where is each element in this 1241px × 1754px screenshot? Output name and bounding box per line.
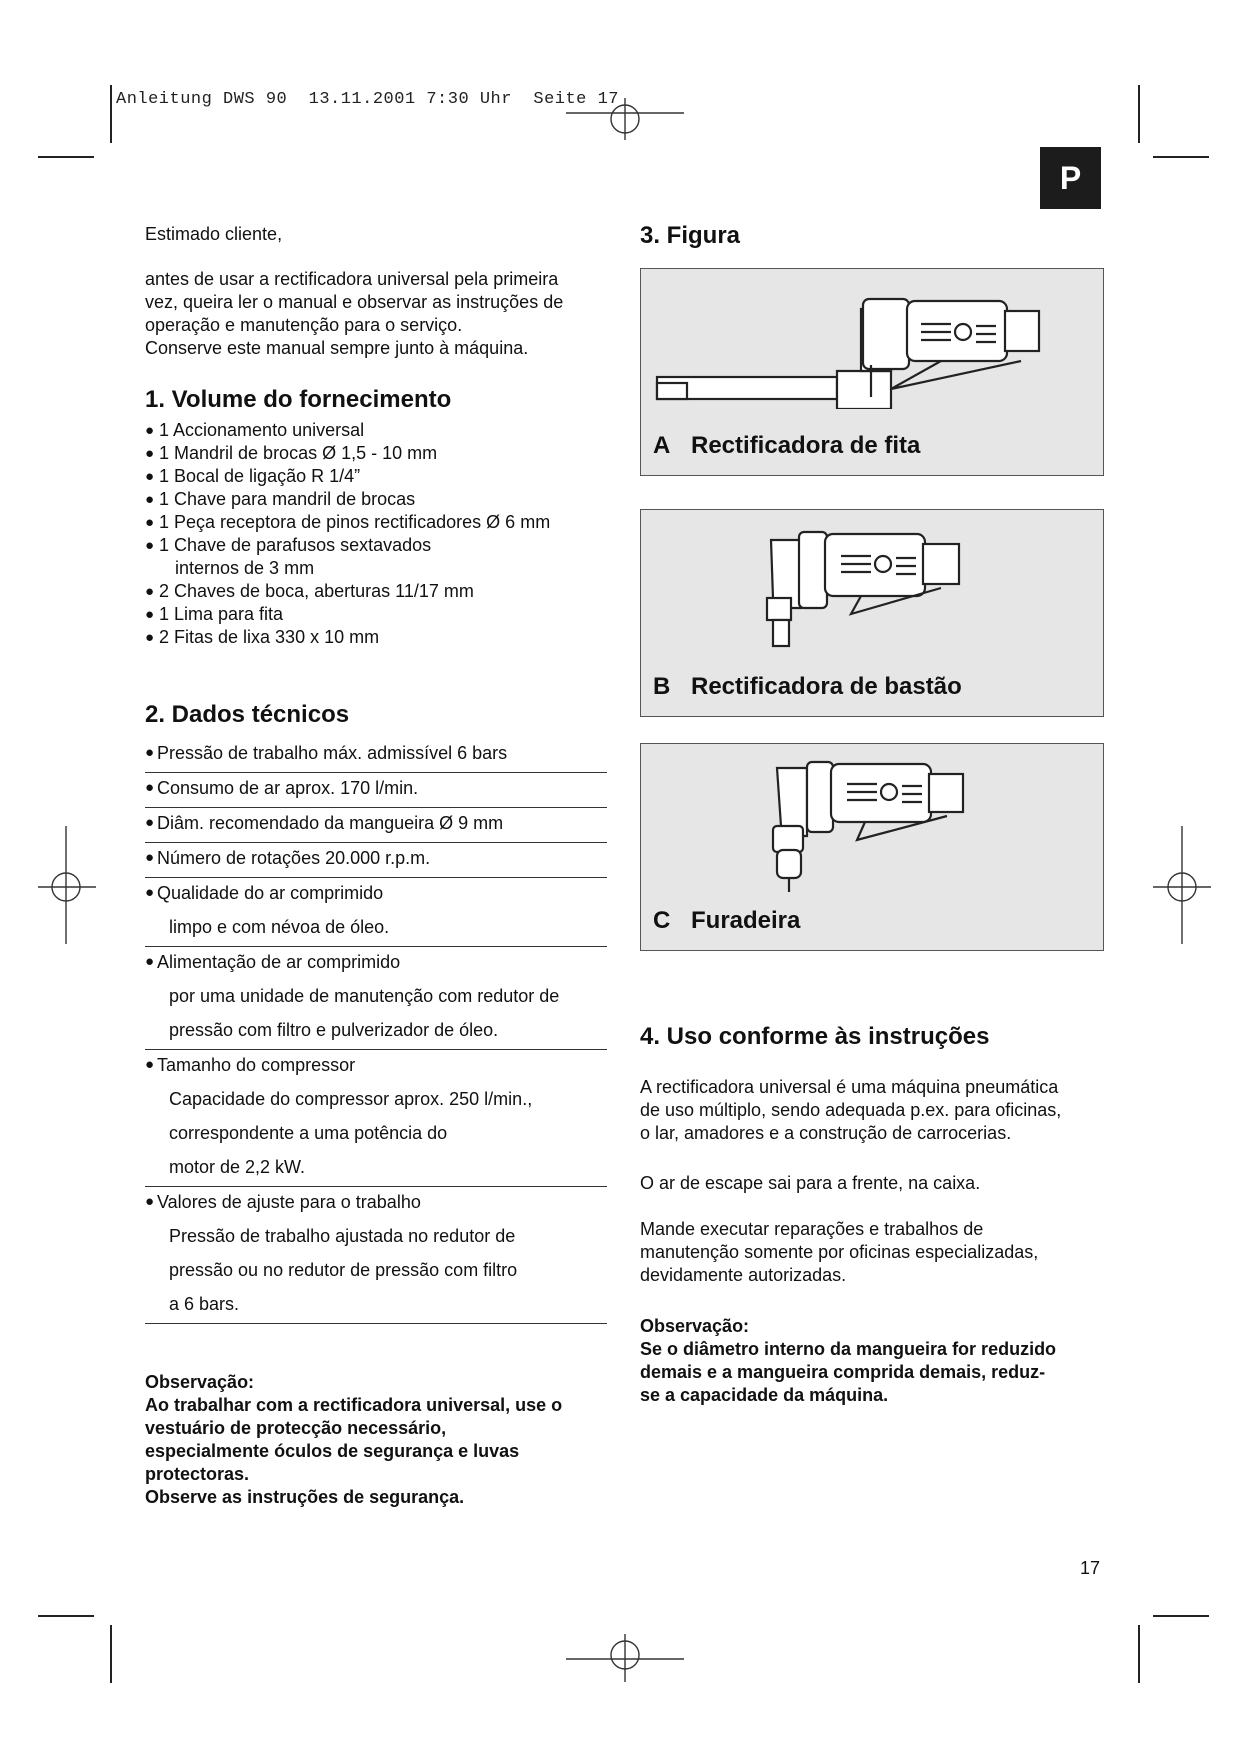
note-line: vestuário de protecção necessário,	[145, 1418, 447, 1438]
intro-paragraph	[145, 268, 615, 360]
note-line: Se o diâmetro interno da mangueira for reduzido	[640, 1339, 1057, 1359]
section3-title: 3. Figura	[640, 222, 741, 249]
print-header: Anleitung DWS 90 13.11.2001 7:30 Uhr Seite 17	[116, 90, 619, 109]
note-line: se a capacidade da máquina.	[640, 1385, 889, 1405]
belt-grinder-drawing	[641, 269, 1103, 409]
figure-c	[640, 743, 1104, 951]
tech-data-table	[145, 738, 607, 1324]
text-line: devidamente autorizadas.	[640, 1265, 847, 1285]
list-item: ● 1 Chave de parafusos sextavados	[145, 534, 615, 557]
table-cell: motor de 2,2 kW.	[169, 1157, 306, 1177]
hose-note	[640, 1315, 1110, 1407]
intro-line: operação e manutenção para o serviço.	[145, 315, 463, 335]
table-cell: Capacidade do compressor aprox. 250 l/min.,	[169, 1089, 533, 1109]
table-cell: ● Pressão de trabalho máx. admissível 6 bars	[145, 738, 607, 772]
figure-letter: A	[653, 432, 671, 459]
figure-b-caption	[653, 673, 962, 701]
figure-a-caption	[653, 432, 920, 460]
usage-paragraph-1	[640, 1076, 1110, 1145]
usage-paragraph-3	[640, 1218, 1110, 1287]
table-cell: ● Número de rotações 20.000 r.p.m.	[145, 843, 607, 877]
table-cell: ● Consumo de ar aprox. 170 l/min.	[145, 773, 607, 807]
table-row	[145, 1187, 607, 1324]
table-cell: pressão com filtro e pulverizador de óleo.	[169, 1020, 499, 1040]
text-line: manutenção somente por oficinas especializadas,	[640, 1242, 1039, 1262]
table-row	[145, 738, 607, 773]
list-item: ● 1 Lima para fita	[145, 603, 615, 626]
figure-caption: Rectificadora de bastão	[691, 673, 962, 700]
table-cell: ● Tamanho do compressor	[145, 1050, 607, 1084]
text-line: Mande executar reparações e trabalhos de	[640, 1219, 984, 1239]
safety-note	[145, 1371, 615, 1509]
list-item: ● 1 Chave para mandril de brocas	[145, 488, 615, 511]
page-number: 17	[1080, 1558, 1101, 1578]
language-badge: P	[1040, 147, 1101, 209]
note-line: demais e a mangueira comprida demais, reduz-	[640, 1362, 1046, 1382]
table-cell: a 6 bars.	[169, 1294, 240, 1314]
note-line: Observe as instruções de segurança.	[145, 1487, 465, 1507]
text-line: de uso múltiplo, sendo adequada p.ex. para oficinas,	[640, 1100, 1062, 1120]
table-cell: Pressão de trabalho ajustada no redutor de	[169, 1226, 516, 1246]
table-cell: correspondente a uma potência do	[169, 1123, 448, 1143]
table-cell: ● Alimentação de ar comprimido	[145, 947, 607, 981]
delivery-list	[145, 419, 615, 649]
table-cell: ● Qualidade do ar comprimido	[145, 878, 607, 912]
section1-title: 1. Volume do fornecimento	[145, 386, 452, 413]
table-row	[145, 843, 607, 878]
figure-caption: Rectificadora de fita	[691, 432, 921, 459]
list-item: internos de 3 mm	[175, 558, 315, 578]
greeting: Estimado cliente,	[145, 224, 283, 244]
figure-letter: C	[653, 907, 671, 934]
note-line: Ao trabalhar com a rectificadora universal, use o	[145, 1395, 563, 1415]
list-item: ● 2 Chaves de boca, aberturas 11/17 mm	[145, 580, 615, 603]
note-label: Observação:	[145, 1372, 255, 1392]
die-grinder-drawing	[641, 510, 1103, 660]
text-line: o lar, amadores e a construção de carrocerias.	[640, 1123, 1012, 1143]
figure-c-caption	[653, 907, 800, 935]
note-line: especialmente óculos de segurança e luvas	[145, 1441, 520, 1461]
list-item: ● 1 Peça receptora de pinos rectificadores Ø 6 mm	[145, 511, 615, 534]
list-item: ● 1 Bocal de ligação R 1/4”	[145, 465, 615, 488]
section4-title: 4. Uso conforme às instruções	[640, 1023, 990, 1050]
note-line: protectoras.	[145, 1464, 250, 1484]
intro-line: vez, queira ler o manual e observar as instruções de	[145, 292, 564, 312]
figure-letter: B	[653, 673, 671, 700]
section2-title: 2. Dados técnicos	[145, 701, 350, 728]
table-cell: ● Valores de ajuste para o trabalho	[145, 1187, 607, 1221]
figure-a	[640, 268, 1104, 476]
list-item: ● 1 Accionamento universal	[145, 419, 615, 442]
table-row	[145, 878, 607, 947]
table-row	[145, 947, 607, 1050]
table-row	[145, 808, 607, 843]
figure-caption: Furadeira	[691, 907, 801, 934]
list-item: ● 1 Mandril de brocas Ø 1,5 - 10 mm	[145, 442, 615, 465]
table-cell: limpo e com névoa de óleo.	[169, 917, 390, 937]
intro-line: antes de usar a rectificadora universal pela primeira	[145, 269, 559, 289]
text-line: A rectificadora universal é uma máquina pneumática	[640, 1077, 1059, 1097]
table-row	[145, 1050, 607, 1187]
list-item: ● 2 Fitas de lixa 330 x 10 mm	[145, 626, 615, 649]
drill-drawing	[641, 744, 1103, 894]
usage-paragraph-2: O ar de escape sai para a frente, na caixa.	[640, 1173, 981, 1193]
table-row	[145, 773, 607, 808]
table-cell: pressão ou no redutor de pressão com filtro	[169, 1260, 518, 1280]
note-label: Observação:	[640, 1316, 750, 1336]
intro-line: Conserve este manual sempre junto à máquina.	[145, 338, 529, 358]
table-cell: por uma unidade de manutenção com redutor de	[169, 986, 560, 1006]
figure-b	[640, 509, 1104, 717]
table-cell: ● Diâm. recomendado da mangueira Ø 9 mm	[145, 808, 607, 842]
